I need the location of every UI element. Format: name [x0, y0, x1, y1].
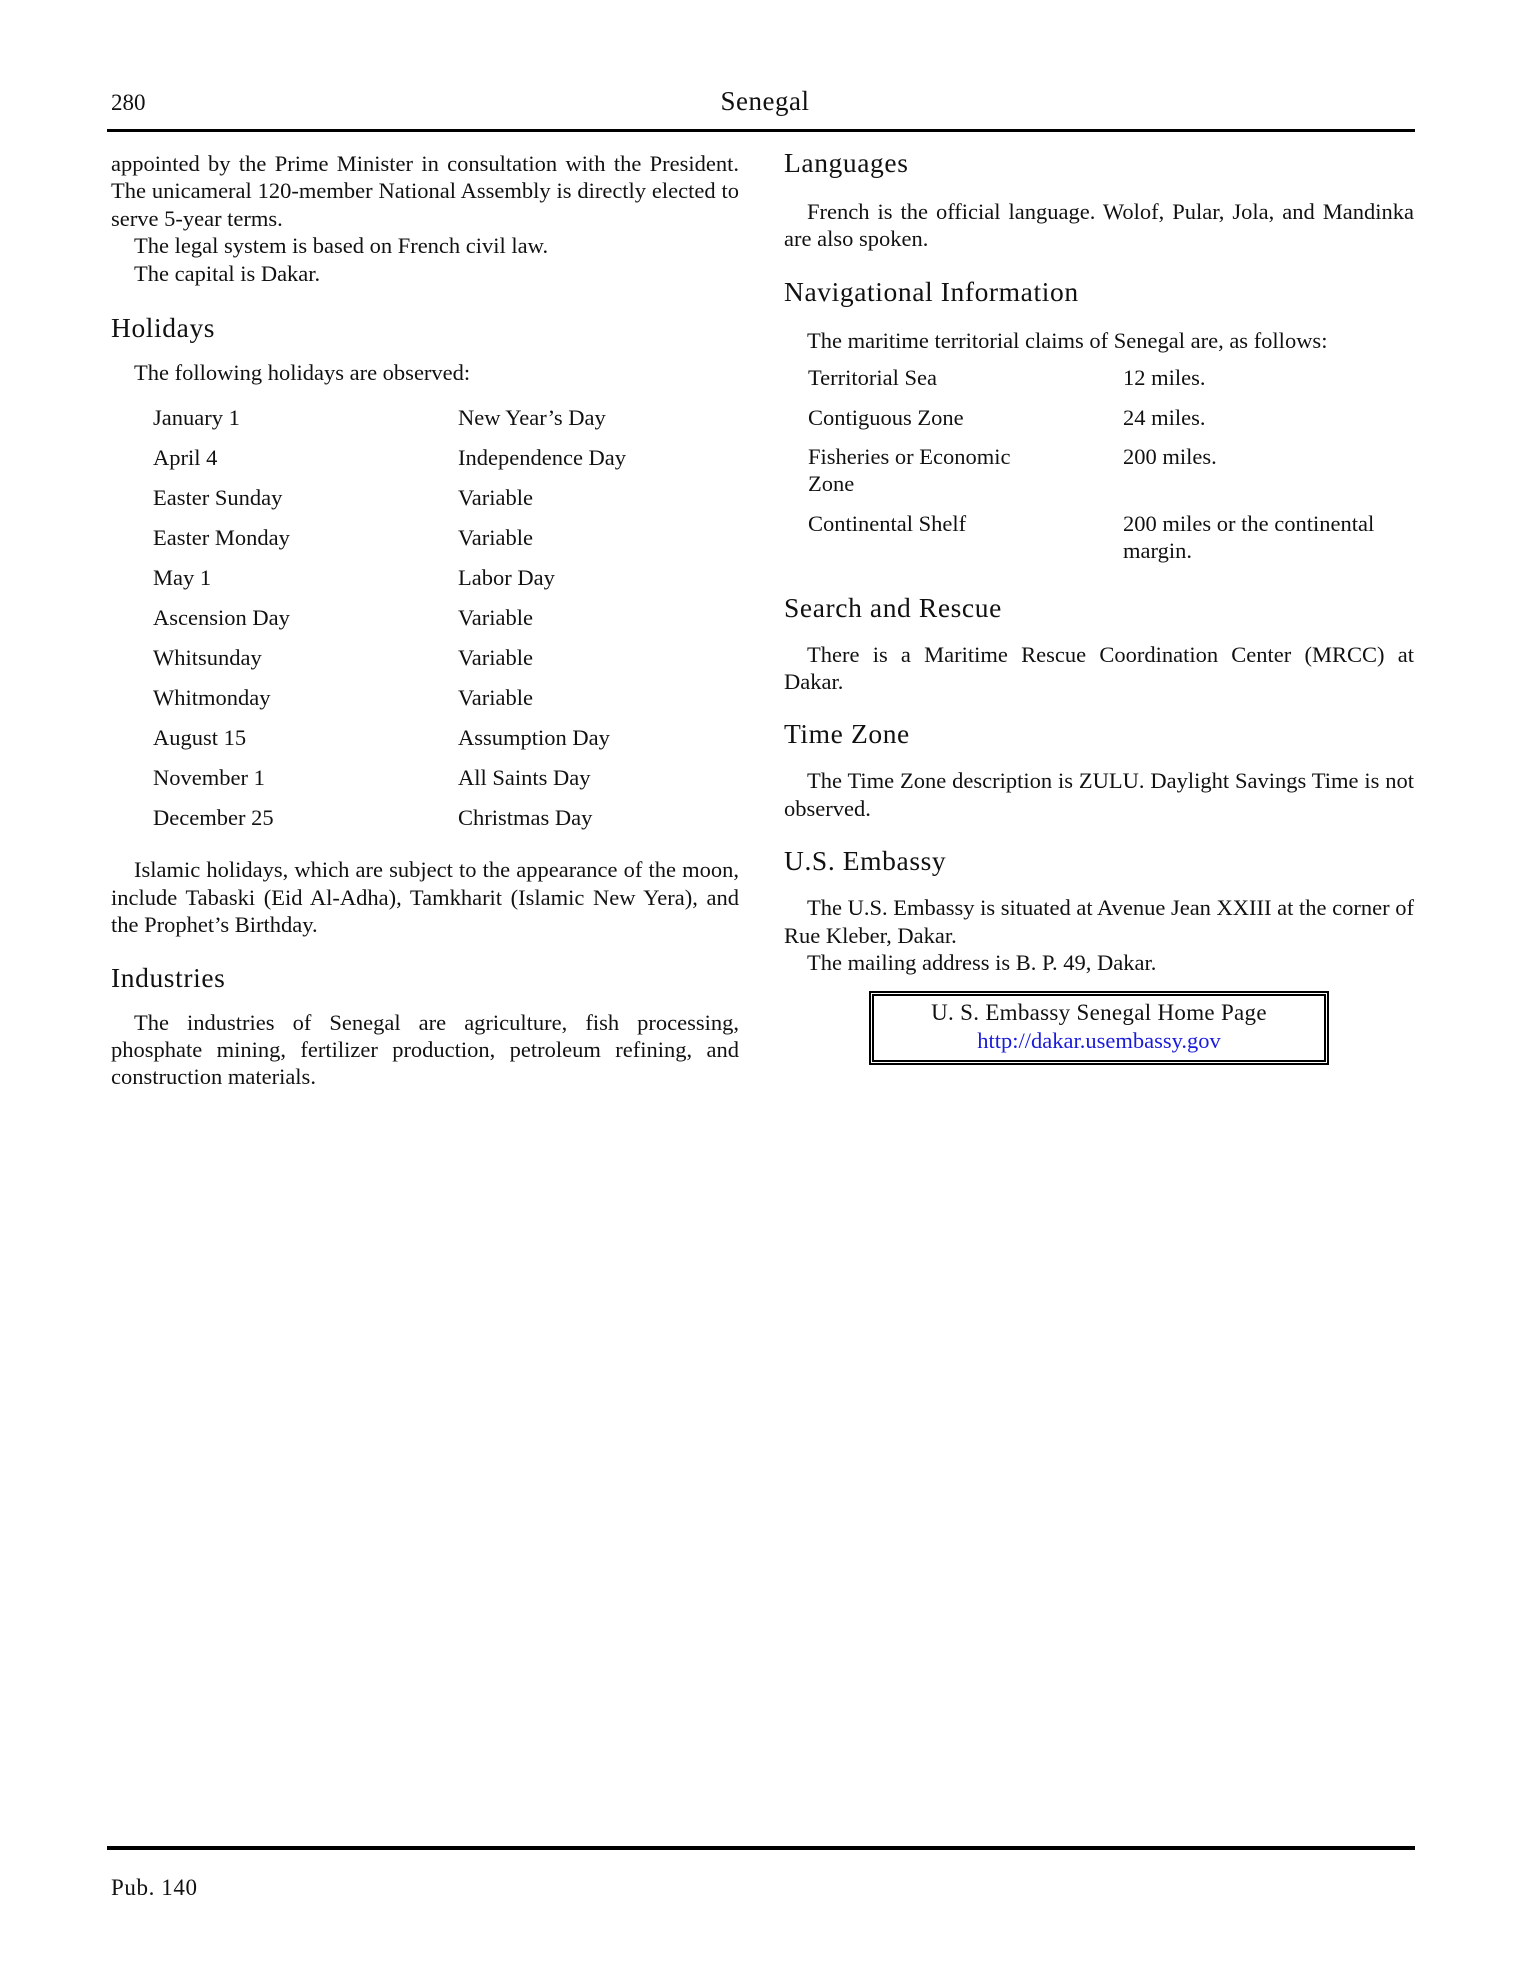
- table-row: [153, 484, 626, 524]
- table-row: [153, 604, 626, 644]
- table-row: [153, 444, 626, 484]
- holiday-date: Ascension Day: [153, 605, 290, 631]
- table-row: [153, 804, 626, 844]
- embassy-location-text: The U.S. Embassy is situated at Avenue Jean XXIII at the corner of Rue Kleber, Dakar.: [784, 895, 1414, 948]
- right-column: [784, 146, 1414, 1065]
- legal-system-text: The legal system is based on French civil law.: [134, 233, 549, 259]
- holiday-name: All Saints Day: [458, 765, 591, 791]
- intro-continuation: appointed by the Prime Minister in consultation with the President. The unicameral 120-member National Assembly is directly elected to serve 5-year terms.: [111, 151, 739, 231]
- embassy-link-box: [869, 991, 1329, 1065]
- holiday-name: Variable: [458, 605, 533, 631]
- capital-text: The capital is Dakar.: [134, 260, 321, 286]
- time-zone-text: The Time Zone description is ZULU. Daylight Savings Time is not observed.: [784, 768, 1414, 821]
- claim-zone: Contiguous Zone: [808, 404, 964, 430]
- search-rescue-heading: Search and Rescue: [784, 591, 1002, 623]
- footer-rule: [107, 1846, 1415, 1850]
- header-rule: [107, 129, 1415, 132]
- navigational-heading: Navigational Information: [784, 275, 1079, 307]
- holiday-name: Variable: [458, 485, 533, 511]
- holidays-table: [153, 404, 626, 844]
- holiday-name: Independence Day: [458, 445, 627, 471]
- embassy-mailing-text: The mailing address is B. P. 49, Dakar.: [807, 950, 1157, 976]
- holiday-date: January 1: [153, 405, 240, 431]
- publication-label: Pub. 140: [111, 1875, 198, 1900]
- claim-limit: 200 miles or the continental margin.: [1123, 510, 1375, 564]
- table-row: [153, 404, 626, 444]
- holiday-date: August 15: [153, 725, 247, 751]
- islamic-holidays-text: Islamic holidays, which are subject to the appearance of the moon, include Tabaski (Eid Al-Adha), Tamkharit (Islamic New Yera), and the Prophet’s Birthday.: [111, 857, 739, 938]
- claim-zone: Territorial Sea: [808, 365, 937, 391]
- embassy-heading: U.S. Embassy: [784, 845, 947, 877]
- holiday-name: New Year’s Day: [458, 405, 606, 431]
- holiday-name: Christmas Day: [458, 805, 593, 831]
- claim-limit: 200 miles.: [1123, 444, 1217, 470]
- table-row: [808, 364, 1403, 403]
- maritime-claims-table: [808, 364, 1403, 576]
- holiday-date: November 1: [153, 765, 265, 791]
- table-row: [153, 524, 626, 564]
- claim-limit: 24 miles.: [1123, 404, 1206, 430]
- table-row: [808, 404, 1403, 443]
- holiday-date: December 25: [153, 805, 274, 831]
- holiday-date: April 4: [153, 445, 218, 471]
- table-row: [808, 510, 1403, 577]
- page-number: 280: [111, 90, 146, 115]
- navigational-intro: The maritime territorial claims of Senegal are, as follows:: [807, 327, 1328, 353]
- table-row: [153, 564, 626, 604]
- languages-heading: Languages: [784, 147, 909, 178]
- holiday-date: Whitmonday: [153, 685, 271, 711]
- industries-text: The industries of Senegal are agriculture, fish processing, phosphate mining, fertilizer production, petroleum refining, and construction materials.: [111, 1009, 739, 1090]
- holiday-name: Variable: [458, 645, 533, 671]
- holiday-date: Easter Monday: [153, 525, 290, 551]
- holiday-date: May 1: [153, 565, 212, 591]
- table-row: [153, 764, 626, 804]
- running-title: Senegal: [720, 86, 810, 116]
- table-row: [153, 724, 626, 764]
- claim-zone: Continental Shelf: [808, 510, 967, 536]
- holiday-name: Variable: [458, 525, 533, 551]
- claim-zone: Fisheries or Economic Zone: [808, 444, 1011, 497]
- table-row: [153, 644, 626, 684]
- holiday-name: Labor Day: [458, 565, 555, 591]
- table-row: [153, 684, 626, 724]
- table-row: [808, 443, 1403, 510]
- holiday-name: Assumption Day: [458, 725, 610, 751]
- holidays-intro: The following holidays are observed:: [134, 360, 471, 386]
- search-rescue-text: There is a Maritime Rescue Coordination Center (MRCC) at Dakar.: [784, 641, 1414, 695]
- languages-text: French is the official language. Wolof, Pular, Jola, and Mandinka are also spoken.: [784, 199, 1414, 252]
- industries-heading: Industries: [111, 961, 226, 993]
- left-column: [111, 150, 739, 1091]
- embassy-url-link[interactable]: http://dakar.usembassy.gov: [977, 1027, 1221, 1053]
- holiday-date: Easter Sunday: [153, 485, 283, 511]
- embassy-link-title: U. S. Embassy Senegal Home Page: [931, 999, 1267, 1025]
- holiday-name: Variable: [458, 685, 533, 711]
- claim-limit: 12 miles.: [1123, 365, 1206, 391]
- holidays-heading: Holidays: [111, 312, 216, 344]
- holiday-date: Whitsunday: [153, 645, 262, 671]
- time-zone-heading: Time Zone: [784, 718, 910, 750]
